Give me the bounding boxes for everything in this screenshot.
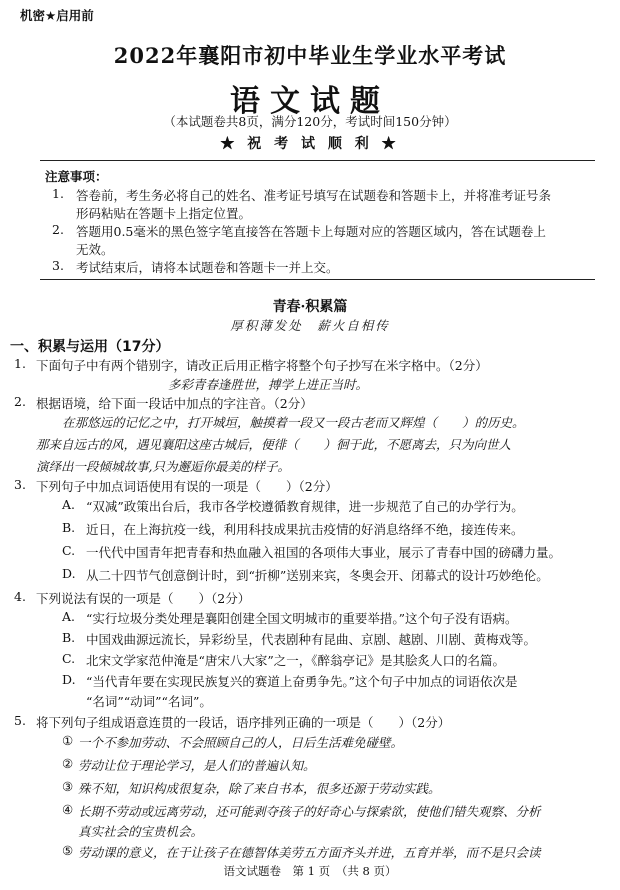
question-text: 下列说法有误的一项是（ ）（2分） [36, 591, 251, 606]
item-mark: ⑤ [62, 843, 74, 858]
option-text: 近日，在上海抗疫一线，利用科技成果抗击疫情的好消息络绎不绝，接连传来。 [86, 522, 524, 537]
option-letter: D. [62, 672, 76, 687]
question-number: 5. [14, 713, 26, 728]
notice-num: 2. [52, 222, 64, 237]
passage-line: 演绎出一段倾城故事,只为邂逅你最美的样子。 [36, 459, 290, 474]
question-text: 下列句子中加点词语使用有误的一项是（ ）（2分） [36, 479, 338, 494]
passage-line: 那来自远古的风，遇见襄阳这座古城后，便徘（ ）徊于此，不愿离去，只为向世人 [36, 437, 512, 452]
question-sentence: 多彩青春逢胜世，搏学上进正当时。 [168, 377, 369, 392]
exam-info: （本试题卷共8页，满分120分，考试时间150分钟） [163, 114, 457, 129]
notice-num: 3. [52, 258, 64, 273]
option-text: 一代代中国青年把青春和热血融入祖国的各项伟大事业，展示了青春中国的磅礴力量。 [86, 545, 562, 560]
option-letter: D. [62, 566, 76, 581]
notice-line: 考试结束后，请将本试题卷和答题卡一并上交。 [76, 260, 339, 275]
item-text: 长期不劳动或远离劳动，还可能剥夺孩子的好奇心与探索欲，使他们错失观察、分析 [78, 804, 541, 819]
question-number: 4. [14, 589, 26, 604]
item-mark: ① [62, 733, 74, 748]
option-letter: A. [62, 609, 76, 624]
notice-num: 1. [52, 186, 64, 201]
question-text: 将下列句子组成语意连贯的一段话，语序排列正确的一项是（ ）（2分） [36, 715, 451, 730]
option-letter: A. [62, 497, 76, 512]
confidential-mark: 机密★启用前 [20, 8, 94, 23]
option-letter: C. [62, 543, 76, 558]
option-text: 中国戏曲源远流长，异彩纷呈，代表剧种有昆曲、京剧、越剧、川剧、黄梅戏等。 [86, 632, 537, 647]
item-text: 劳动课的意义，在于让孩子在德智体美劳五方面齐头并进，五育并举，而不是只会读 [78, 845, 541, 860]
item-mark: ③ [62, 779, 74, 794]
notice-line: 形码粘贴在答题卡上指定位置。 [76, 206, 252, 221]
item-text: 劳动让位于理论学习，是人们的普遍认知。 [78, 758, 316, 773]
option-text: “双减”政策出台后，我市各学校遵循教育规律，进一步规范了自己的办学行为。 [86, 499, 524, 514]
option-text: “名词”“动词”“名词”。 [86, 694, 212, 709]
section-title: 青春·积累篇 [272, 299, 348, 315]
option-text: 北宋文学家范仲淹是“唐宋八大家”之一，《醉翁亭记》是其脍炙人口的名篇。 [86, 653, 506, 668]
option-letter: B. [62, 630, 76, 645]
question-text: 下面句子中有两个错别字，请改正后用正楷字将整个句子抄写在米字格中。（2分） [36, 358, 488, 373]
part-heading: 一、积累与运用（17分） [10, 339, 170, 355]
option-text: “实行垃圾分类处理是襄阳创建全国文明城市的重要举措。”这个句子没有语病。 [86, 611, 518, 626]
option-letter: B. [62, 520, 76, 535]
section-subtitle: 厚积薄发处 薪火自相传 [230, 318, 390, 333]
item-text: 一个不参加劳动、不会照顾自己的人，日后生活难免碰壁。 [78, 735, 404, 750]
item-text: 真实社会的宝贵机会。 [78, 824, 204, 839]
passage-line: 在那悠远的记忆之中，打开城垣，触摸着一段又一段古老而又辉煌（ ）的历史。 [62, 415, 525, 430]
notice-line: 答题用0.5毫米的黑色签字笔直接答在答题卡上每题对应的答题区域内，答在试题卷上 [76, 224, 546, 239]
question-number: 2. [14, 394, 26, 409]
notice-line: 答卷前，考生务必将自己的姓名、准考证号填写在试题卷和答题卡上，并将准考证号条 [76, 188, 552, 203]
divider-bottom [40, 279, 595, 280]
page-footer: 语文试题卷 第 1 页 （共 8 页） [223, 864, 397, 878]
divider-top [40, 160, 595, 161]
question-text: 根据语境，给下面一段话中加点的字注音。（2分） [36, 396, 313, 411]
option-text: 从二十四节气创意倒计时，到“折柳”送别来宾，冬奥会开、闭幕式的设计巧妙绝伦。 [86, 568, 549, 583]
option-text: “当代青年要在实现民族复兴的赛道上奋勇争先。”这个句子中加点的词语依次是 [86, 674, 518, 689]
item-text: 殊不知，知识构成很复杂，除了来自书本，很多还源于劳动实践。 [78, 781, 441, 796]
item-mark: ④ [62, 802, 74, 817]
item-mark: ② [62, 756, 74, 771]
question-number: 3. [14, 477, 26, 492]
notice-line: 无效。 [76, 242, 114, 257]
option-letter: C. [62, 651, 76, 666]
subject-title: 语文试题 [230, 84, 390, 119]
notice-heading: 注意事项： [45, 169, 108, 184]
good-luck-banner: ★ 祝 考 试 顺 利 ★ [220, 136, 400, 152]
question-number: 1. [14, 356, 26, 371]
exam-title: 2022年襄阳市初中毕业生学业水平考试 [113, 43, 507, 68]
